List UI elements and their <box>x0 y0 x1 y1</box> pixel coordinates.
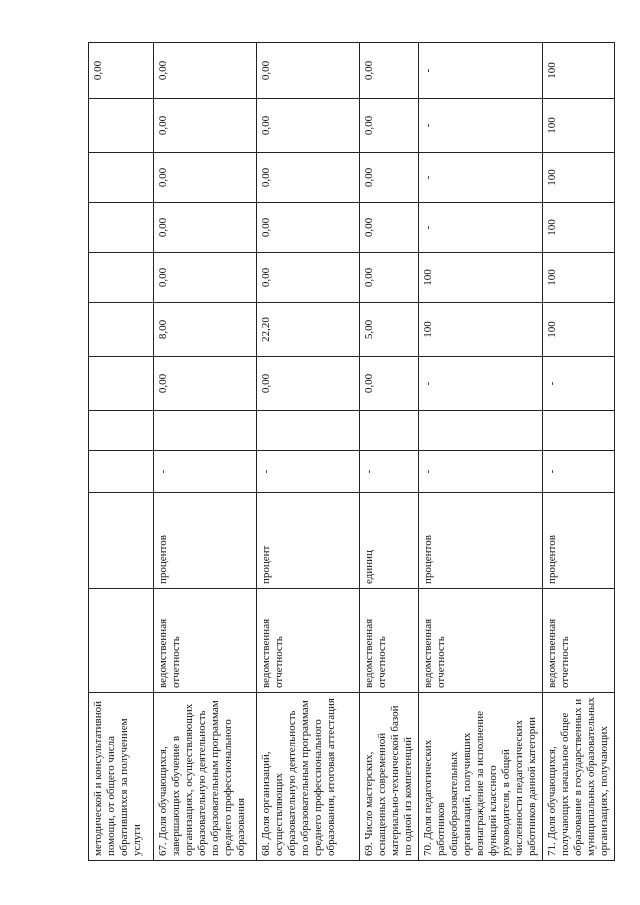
value-cell: 100 <box>543 253 615 303</box>
value-cell: - <box>360 451 419 493</box>
unit-cell: процентов <box>419 493 543 589</box>
value-cell: 100 <box>419 253 543 303</box>
value-cell: - <box>257 451 360 493</box>
value-cell <box>89 203 154 253</box>
value-cell <box>89 153 154 203</box>
value-cell: - <box>543 451 615 493</box>
unit-cell: процентов <box>543 493 615 589</box>
value-cell: - <box>419 153 543 203</box>
source-cell <box>89 589 154 693</box>
indicator-cell: методической и консультативной помощи, от общего числа обратившихся за получением услуги <box>89 693 154 861</box>
value-cell: 0,00 <box>154 99 257 153</box>
value-cell <box>89 253 154 303</box>
value-cell: 8,00 <box>154 303 257 357</box>
indicator-cell: 70. Доля педагогических работников общеобразовательных организаций, получивших вознаграждение за исполнение функций классного руководителя, в общей численности педагогических работников данной категории <box>419 693 543 861</box>
table-row <box>419 43 543 861</box>
table-row <box>89 43 154 861</box>
source-cell: ведомственная отчетность <box>543 589 615 693</box>
value-cell: 0,00 <box>257 43 360 99</box>
unit-cell: процент <box>257 493 360 589</box>
indicator-cell: 71. Доля обучающихся, получающих начальное общее образование в государственных и муниципальных образовательных организациях, получающих <box>543 693 615 861</box>
unit-cell: процентов <box>154 493 257 589</box>
indicator-cell: 67. Доля обучающихся, завершающих обучение в организациях, осуществляющих образовательную деятельность по образовательным программам среднего профессионального образования <box>154 693 257 861</box>
value-cell: 0,00 <box>154 153 257 203</box>
value-cell: 0,00 <box>257 153 360 203</box>
value-cell: - <box>419 203 543 253</box>
value-cell <box>543 411 615 451</box>
value-cell: - <box>419 43 543 99</box>
source-cell: ведомственная отчетность <box>154 589 257 693</box>
value-cell <box>89 99 154 153</box>
value-cell <box>89 411 154 451</box>
value-cell: - <box>419 357 543 411</box>
value-cell: 0,00 <box>257 203 360 253</box>
indicators-table <box>88 42 615 861</box>
value-cell: 100 <box>543 203 615 253</box>
source-cell: ведомственная отчетность <box>419 589 543 693</box>
value-cell: 0,00 <box>154 203 257 253</box>
value-cell: 0,00 <box>257 99 360 153</box>
indicator-cell: 69. Число мастерских, оснащенных современной материально-технической базой по одной из компетенций <box>360 693 419 861</box>
table-row <box>360 43 419 861</box>
value-cell: 0,00 <box>360 357 419 411</box>
value-cell: 0,00 <box>89 43 154 99</box>
value-cell: 0,00 <box>360 43 419 99</box>
value-cell <box>89 357 154 411</box>
value-cell <box>154 411 257 451</box>
value-cell <box>419 411 543 451</box>
value-cell: 0,00 <box>360 153 419 203</box>
value-cell: 100 <box>543 153 615 203</box>
value-cell: - <box>154 451 257 493</box>
unit-cell: единиц <box>360 493 419 589</box>
value-cell: 100 <box>419 303 543 357</box>
value-cell <box>257 411 360 451</box>
value-cell: 0,00 <box>360 203 419 253</box>
source-cell: ведомственная отчетность <box>360 589 419 693</box>
value-cell <box>89 303 154 357</box>
value-cell: 0,00 <box>257 357 360 411</box>
value-cell: 0,00 <box>154 357 257 411</box>
table-row <box>543 43 615 861</box>
value-cell: 100 <box>543 99 615 153</box>
value-cell: 0,00 <box>154 253 257 303</box>
value-cell <box>360 411 419 451</box>
value-cell <box>89 451 154 493</box>
source-cell: ведомственная отчетность <box>257 589 360 693</box>
table-row <box>257 43 360 861</box>
value-cell: 100 <box>543 303 615 357</box>
unit-cell <box>89 493 154 589</box>
indicator-cell: 68. Доля организаций, осуществляющих образовательную деятельность по образовательным программам среднего профессионального образования, итоговая аттестация <box>257 693 360 861</box>
value-cell: 0,00 <box>154 43 257 99</box>
value-cell: - <box>419 451 543 493</box>
value-cell: 0,00 <box>360 99 419 153</box>
value-cell: 22,20 <box>257 303 360 357</box>
table-row <box>154 43 257 861</box>
value-cell: - <box>543 357 615 411</box>
value-cell: 0,00 <box>257 253 360 303</box>
value-cell: 0,00 <box>360 253 419 303</box>
value-cell: - <box>419 99 543 153</box>
value-cell: 100 <box>543 43 615 99</box>
value-cell: 5,00 <box>360 303 419 357</box>
